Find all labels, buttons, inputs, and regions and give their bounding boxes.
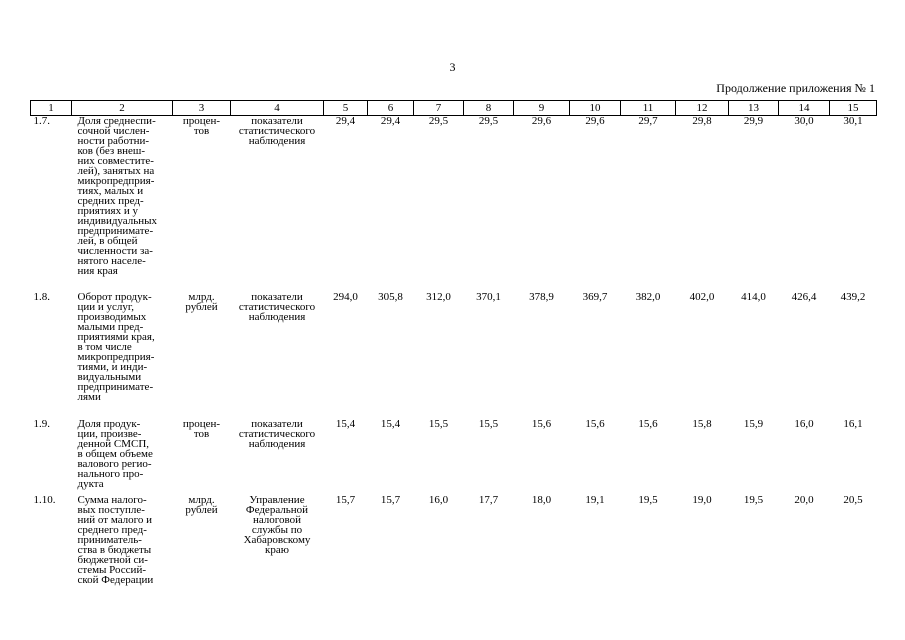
column-header: 10 [570,101,621,116]
column-header: 1 [31,101,72,116]
table-row [31,292,877,419]
column-header: 12 [676,101,729,116]
value-cell: 16,1 [843,418,863,430]
table-row [31,419,877,495]
value-cell: 15,7 [335,494,356,506]
value-cell: 29,4 [380,115,401,127]
indicator-name: Оборот продук- ции и услуг, производимых малыми пред- приятиями края, в том числе микропредприя- тиями, и инди- видуальными предпринимате- лями [77,291,155,403]
data-source: показатели статистического наблюдения [238,115,316,147]
row-number: 1.9. [33,418,50,430]
page-number: 3 [449,60,456,74]
value-cell: 29,4 [335,115,356,127]
value-cell: 29,9 [743,115,764,127]
column-header: 4 [231,101,324,116]
table-row [31,495,877,595]
column-header: 8 [464,101,514,116]
indicator-name: Доля среднеспи- сочной числен- ности работни- ков (без внеш- них совместите- лей), занятых на микропредприя- тиях, малых и средних пред- приятиях и у индивидуальных предпринимате- лей, в общей численности за- нятого населе- ния края [77,115,158,277]
row-number: 1.8. [33,291,50,303]
column-header: 14 [779,101,830,116]
data-source: показатели статистического наблюдения [238,291,316,323]
data-source: Управление Федеральной налоговой службы по Хабаровскому краю [243,494,311,556]
value-cell: 30,0 [794,115,814,127]
continuation-label: Продолжение приложения № 1 [716,81,875,95]
value-cell: 29,6 [585,115,605,127]
unit: процен- тов [182,418,221,440]
column-header: 11 [621,101,676,116]
column-header: 5 [324,101,368,116]
value-cell: 29,7 [638,115,658,127]
unit: млрд. рублей [185,291,218,313]
value-cell: 20,5 [843,494,863,506]
value-cell: 17,7 [478,494,499,506]
value-cell: 19,0 [692,494,712,506]
column-header: 7 [414,101,464,116]
row-number: 1.10. [33,494,56,506]
column-header: 3 [173,101,231,116]
value-cell: 402,0 [689,291,715,303]
column-header: 2 [72,101,173,116]
value-cell: 16,0 [428,494,449,506]
value-cell: 15,6 [638,418,658,430]
column-header: 13 [729,101,779,116]
value-cell: 29,5 [428,115,449,127]
value-cell: 15,6 [585,418,605,430]
row-number: 1.7. [33,115,50,127]
value-cell: 16,0 [794,418,814,430]
value-cell: 18,0 [531,494,552,506]
column-header: 9 [514,101,570,116]
data-source: показатели статистического наблюдения [238,418,316,450]
value-cell: 15,5 [428,418,449,430]
value-cell: 426,4 [791,291,817,303]
indicator-name: Доля продук- ции, произве- денной СМСП, в общем объеме валового регио- нального про- дукта [77,418,153,490]
value-cell: 370,1 [476,291,501,303]
value-cell: 29,5 [478,115,499,127]
value-cell: 20,0 [794,494,814,506]
value-cell: 378,9 [529,291,554,303]
value-cell: 294,0 [333,291,358,303]
value-cell: 15,4 [335,418,356,430]
unit: млрд. рублей [185,494,218,516]
indicator-name: Сумма налого- вых поступле- ний от малого и среднего пред- приниматель- ства в бюджеты бюджетной си- стемы Россий- ской Федерации [77,494,154,586]
column-header: 6 [368,101,414,116]
value-cell: 19,1 [585,494,605,506]
value-cell: 414,0 [741,291,766,303]
value-cell: 369,7 [582,291,608,303]
value-cell: 312,0 [426,291,451,303]
value-cell: 15,4 [380,418,401,430]
table-row [31,116,877,293]
value-cell: 19,5 [638,494,658,506]
header-row [31,101,877,116]
value-cell: 439,2 [840,291,866,303]
value-cell: 382,0 [635,291,661,303]
value-cell: 19,5 [743,494,764,506]
value-cell: 15,9 [743,418,764,430]
column-header: 15 [830,101,877,116]
value-cell: 305,8 [378,291,403,303]
value-cell: 15,8 [692,418,712,430]
value-cell: 15,6 [531,418,552,430]
value-cell: 15,5 [478,418,499,430]
value-cell: 29,8 [692,115,712,127]
value-cell: 30,1 [843,115,863,127]
value-cell: 29,6 [531,115,552,127]
unit: процен- тов [182,115,221,137]
value-cell: 15,7 [380,494,401,506]
indicators-table [30,100,877,595]
